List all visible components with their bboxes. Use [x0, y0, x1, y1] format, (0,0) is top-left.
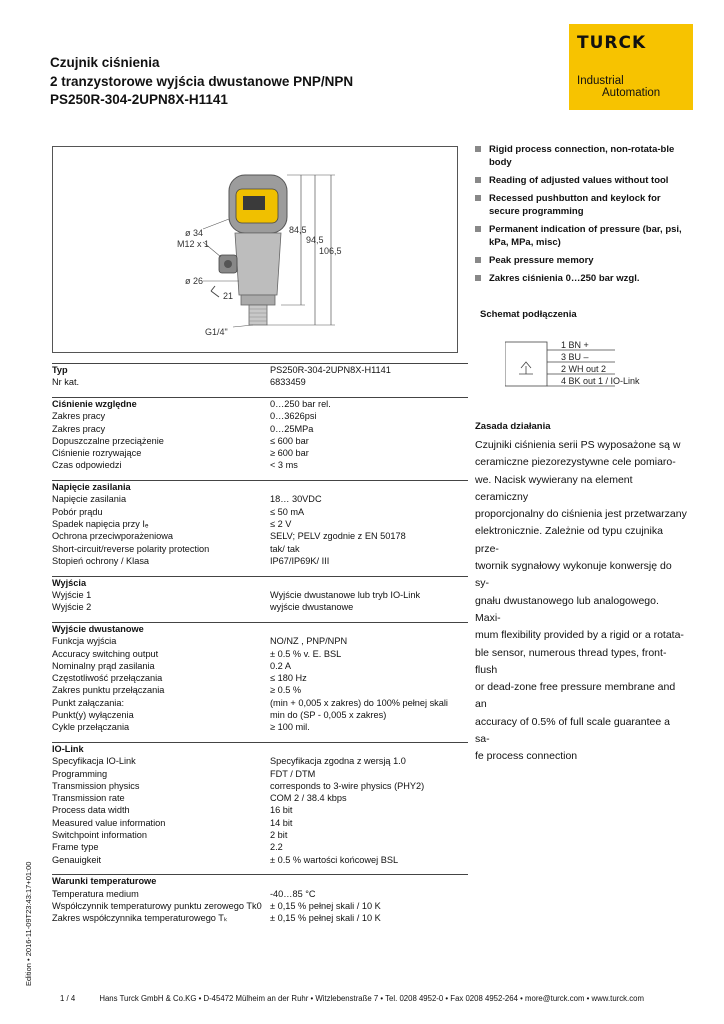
sensor-drawing-svg	[53, 147, 457, 352]
principle-line: ble sensor, numerous thread types, front-flush	[475, 646, 667, 676]
feature-item	[475, 254, 685, 267]
spec-label: Pobór prądu	[52, 506, 103, 517]
spec-label: Wyjście 2	[52, 602, 92, 613]
principle-line: proporcjonalny do ciśnienia jest przetwarzany	[475, 508, 687, 521]
spec-label: Dopuszczalne przeciążenie	[52, 435, 164, 446]
bullet-icon	[475, 195, 481, 201]
spec-section-header	[52, 743, 468, 755]
spec-label: Nr kat.	[52, 377, 80, 388]
spec-value: SELV; PELV zgodnie z EN 50178	[270, 531, 406, 542]
spec-section-header	[52, 875, 468, 887]
feature-list	[475, 143, 685, 290]
spec-section-header	[52, 623, 468, 635]
principle-line: Czujniki ciśnienia serii PS wyposażone są w	[475, 439, 681, 451]
thread-shape	[249, 305, 267, 325]
spec-section	[52, 874, 468, 924]
spec-value: corresponds to 3-wire physics (PHY2)	[270, 780, 425, 791]
spec-value: tak/ tak	[270, 543, 300, 554]
connector-pin-shape	[224, 260, 232, 268]
principle-line: mum flexibility provided by a rigid or a rotata-	[475, 629, 684, 642]
spec-label: Short-circuit/reverse polarity protection	[52, 543, 210, 554]
spec-value: ± 0,15 % pełnej skali / 10 K	[270, 900, 381, 911]
spec-row	[52, 530, 468, 542]
spec-value: Wyjście dwustanowe lub tryb IO-Link	[270, 589, 421, 600]
principle-line: or dead-zone free pressure membrane and an	[475, 681, 676, 711]
spec-row	[52, 684, 468, 696]
spec-label: Wyjścia	[52, 577, 87, 588]
spec-label: Temperatura medium	[52, 888, 139, 899]
spec-value: ≥ 600 bar	[270, 448, 309, 459]
spec-section-header	[52, 364, 468, 376]
page-footer	[60, 994, 644, 1003]
principle-line: gnału dwustanowego lub analogowego. Maxi-	[475, 594, 659, 624]
spec-label: Funkcja wyjścia	[52, 636, 117, 647]
spec-value: 0.2 A	[270, 660, 291, 671]
spec-section-header	[52, 577, 468, 589]
spec-section	[52, 742, 468, 866]
spec-value: 0…25MPa	[270, 423, 314, 434]
spec-label: Ciśnienie rozrywające	[52, 448, 142, 459]
spec-section	[52, 622, 468, 734]
dim-thread-m12: M12 x 1	[177, 239, 210, 249]
principle-line: we. Nacisk wywierany na element ceramiczny	[475, 473, 633, 503]
principle-line: accuracy of 0.5% of full scale guarantee a sa-	[475, 715, 670, 746]
feature-item	[475, 223, 685, 249]
principle-title: Zasada działania	[475, 421, 551, 432]
bullet-icon	[475, 257, 481, 263]
bullet-icon	[475, 226, 481, 232]
spec-value: min do (SP - 0,005 x zakres)	[270, 709, 387, 720]
spec-label: Stopień ochrony / Klasa	[52, 555, 150, 566]
spec-row	[52, 854, 468, 866]
product-title	[50, 54, 353, 110]
feature-text: Zakres ciśnienia 0…250 bar wzgl.	[489, 273, 640, 284]
feature-item	[475, 192, 685, 218]
spec-row	[52, 410, 468, 422]
bullet-icon	[475, 177, 481, 183]
spec-label: Measured value information	[52, 817, 166, 828]
spec-label: Zakres pracy	[52, 411, 106, 422]
spec-value: 18… 30VDC	[270, 494, 322, 505]
title-line-2: 2 tranzystorowe wyjścia dwustanowe PNP/NPN	[50, 73, 354, 89]
spec-value: -40…85 °C	[270, 888, 316, 899]
logo-tagline-automation: Automation	[602, 87, 661, 99]
principle-line: ceramiczne piezorezystywne cele pomiaro-	[475, 456, 676, 469]
spec-label: Czas odpowiedzi	[52, 460, 122, 471]
connection-diagram	[505, 338, 685, 400]
spec-row	[52, 376, 468, 388]
spec-section	[52, 363, 468, 389]
pin-label: 2 WH out 2	[561, 364, 607, 374]
pressure-sensor-icon	[519, 362, 533, 374]
logo-tagline-industrial: Industrial	[577, 75, 624, 87]
spec-section-header	[52, 481, 468, 493]
spec-value: ≥ 100 mil.	[270, 722, 310, 733]
spec-value: ± 0,15 % pełnej skali / 10 K	[270, 913, 381, 924]
spec-label: Nominalny prąd zasilania	[52, 660, 155, 671]
spec-label: Specyfikacja IO-Link	[52, 756, 136, 767]
feature-text: Recessed pushbutton and keylock for secure programming	[489, 193, 661, 217]
spec-row	[52, 792, 468, 804]
spec-row	[52, 493, 468, 505]
spec-label: Warunki temperaturowe	[52, 876, 157, 887]
spec-row	[52, 888, 468, 900]
title-line-3: PS250R-304-2UPN8X-H1141	[50, 92, 228, 107]
spec-value: ≤ 50 mA	[270, 506, 305, 517]
spec-value: 0…250 bar rel.	[270, 398, 331, 409]
dim-thread-g14: G1/4"	[205, 327, 228, 337]
spec-row	[52, 817, 468, 829]
spec-label: Współczynnik temperaturowy punktu zerowego Tk0	[52, 900, 262, 911]
spec-label: Zakres punktu przełączania	[52, 685, 165, 696]
spec-row	[52, 635, 468, 647]
spec-label: Process data width	[52, 805, 130, 816]
spec-row	[52, 709, 468, 721]
spec-row	[52, 660, 468, 672]
sensor-body-shape	[235, 233, 281, 295]
spec-label: Zakres pracy	[52, 423, 106, 434]
feature-text: Peak pressure memory	[489, 255, 594, 266]
spec-label: Transmission physics	[52, 780, 140, 791]
bullet-icon	[475, 275, 481, 281]
edition-stamp: Edition • 2016-11-09T23:43:17+01:00	[24, 861, 33, 986]
spec-value: 0…3626psi	[270, 411, 317, 422]
pin-label: 1 BN +	[561, 340, 589, 350]
spec-value: (min + 0,005 x zakres) do 100% pełnej skali	[270, 697, 448, 708]
spec-value: ± 0.5 % v. E. BSL	[270, 648, 342, 659]
spec-row	[52, 506, 468, 518]
spec-row	[52, 435, 468, 447]
feature-item	[475, 143, 685, 169]
spec-row	[52, 423, 468, 435]
dim-diameter-26: ø 26	[185, 276, 204, 286]
spec-value: NO/NZ , PNP/NPN	[270, 636, 348, 647]
spec-row	[52, 447, 468, 459]
specification-table	[52, 363, 468, 925]
spec-value: ≥ 0.5 %	[270, 685, 302, 696]
spec-row	[52, 555, 468, 567]
spec-row	[52, 543, 468, 555]
page-number: 1 / 4	[60, 994, 76, 1003]
spec-label: Napięcie zasilania	[52, 482, 131, 493]
spec-section	[52, 480, 468, 567]
spec-value: 2 bit	[270, 830, 288, 841]
spec-row	[52, 672, 468, 684]
spec-value: IP67/IP69K/ III	[270, 555, 330, 566]
display-screen-shape	[243, 196, 265, 210]
principle-line: elektronicznie. Zależnie od typu czujnika prze-	[475, 525, 663, 555]
spec-value: 16 bit	[270, 805, 293, 816]
spec-label: Częstotliwość przełączania	[52, 673, 163, 684]
spec-row	[52, 804, 468, 816]
turck-logo-text: TURCK	[577, 33, 647, 53]
spec-label: Cykle przełączania	[52, 722, 130, 733]
spec-row	[52, 912, 468, 924]
wrench-hex-shape	[241, 295, 275, 305]
spec-value: wyjście dwustanowe	[270, 602, 354, 613]
spec-row	[52, 589, 468, 601]
spec-value: 14 bit	[270, 817, 293, 828]
principle-text	[475, 437, 687, 766]
spec-label: Frame type	[52, 842, 99, 853]
spec-label: Spadek napięcia przy Iₑ	[52, 519, 149, 530]
spec-label: Genauigkeit	[52, 854, 102, 865]
spec-label: Ciśnienie względne	[52, 398, 137, 409]
spec-label: Napięcie zasilania	[52, 494, 127, 505]
spec-label: Zakres współczynnika temperaturowego Tₖ	[52, 913, 228, 924]
title-line-1: Czujnik ciśnienia	[50, 55, 160, 70]
spec-section	[52, 397, 468, 472]
spec-row	[52, 601, 468, 613]
spec-value: PS250R-304-2UPN8X-H1141	[270, 365, 391, 375]
spec-label: IO-Link	[52, 743, 84, 754]
dim-94-5: 94,5	[306, 235, 324, 245]
wrench-icon	[211, 286, 219, 297]
spec-label: Accuracy switching output	[52, 648, 159, 659]
spec-row	[52, 518, 468, 530]
spec-row	[52, 721, 468, 733]
spec-value: ± 0.5 % wartości końcowej BSL	[270, 854, 399, 865]
spec-label: Punkt(y) wyłączenia	[52, 709, 134, 720]
spec-section-header	[52, 398, 468, 410]
spec-label: Programming	[52, 768, 108, 779]
principle-line: twornik sygnałowy wykonuje konwersję do sy-	[475, 560, 672, 590]
spec-value: ≤ 600 bar	[270, 435, 309, 446]
spec-row	[52, 697, 468, 709]
dimension-drawing	[52, 146, 458, 353]
dim-diameter-34: ø 34	[185, 228, 204, 238]
spec-label: Wyjście dwustanowe	[52, 623, 144, 634]
footer-contact: Hans Turck GmbH & Co.KG • D-45472 Mülheim an der Ruhr • Witzlebenstraße 7 • Tel. 0208 4952-0 • Fax 0208 4952-264 • more@turck.com • www.turck.com	[99, 994, 644, 1003]
pin-label: 3 BU –	[561, 352, 589, 362]
feature-item	[475, 174, 685, 187]
spec-row	[52, 648, 468, 660]
spec-row	[52, 755, 468, 767]
spec-value: Specyfikacja zgodna z wersją 1.0	[270, 756, 406, 767]
feature-item	[475, 272, 685, 285]
spec-row	[52, 780, 468, 792]
spec-value: ≤ 180 Hz	[270, 673, 307, 684]
spec-row	[52, 900, 468, 912]
spec-label: Punkt załączania:	[52, 697, 125, 708]
spec-value: FDT / DTM	[270, 768, 316, 779]
feature-text: Permanent indication of pressure (bar, psi, kPa, MPa, misc)	[489, 224, 682, 248]
feature-text: Rigid process connection, non-rotata-ble body	[489, 144, 675, 168]
dim-84-5: 84,5	[289, 225, 307, 235]
principle-line: fe process connection	[475, 750, 578, 763]
spec-value: 6833459	[270, 377, 306, 388]
spec-row	[52, 829, 468, 841]
spec-row	[52, 459, 468, 471]
spec-section	[52, 576, 468, 614]
spec-value: COM 2 / 38.4 kbps	[270, 793, 347, 804]
spec-label: Typ	[52, 365, 68, 375]
feature-text: Reading of adjusted values without tool	[489, 175, 669, 186]
spec-label: Switchpoint information	[52, 830, 147, 841]
connection-diagram-title: Schemat podłączenia	[480, 309, 577, 320]
spec-row	[52, 841, 468, 853]
dim-106-5: 106,5	[319, 246, 342, 256]
spec-row	[52, 768, 468, 780]
spec-label: Wyjście 1	[52, 589, 92, 600]
spec-value: < 3 ms	[270, 460, 298, 471]
spec-label: Ochrona przeciwporażeniowa	[52, 531, 174, 542]
spec-value: 2.2	[270, 842, 283, 853]
spec-label: Transmission rate	[52, 793, 125, 804]
spec-value: ≤ 2 V	[270, 519, 292, 530]
bullet-icon	[475, 146, 481, 152]
pin-label: 4 BK out 1 / IO-Link	[561, 376, 640, 386]
dim-wrench-size: 21	[223, 291, 234, 301]
